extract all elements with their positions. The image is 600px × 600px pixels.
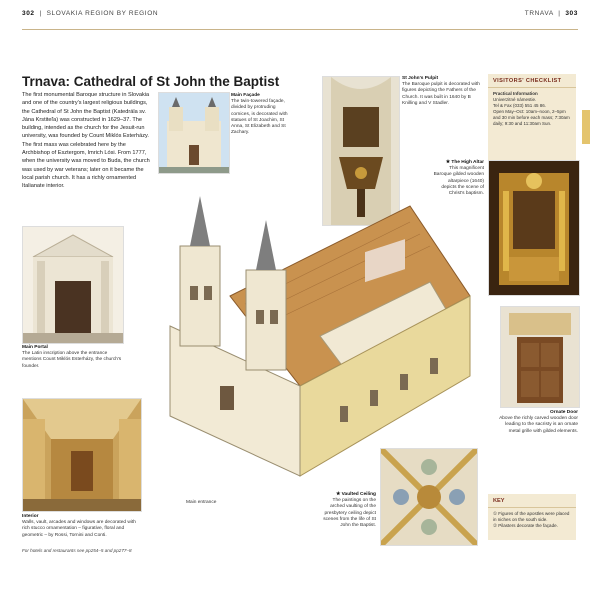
page-title: Trnava: Cathedral of St John the Baptist	[22, 74, 280, 89]
main-portal-heading: Main Portal	[22, 345, 48, 350]
vaulted-ceiling-photo	[380, 448, 478, 546]
interior-photo	[22, 398, 142, 512]
section-color-tab	[582, 110, 590, 144]
ornate-door-caption	[496, 410, 578, 435]
right-section-title: TRNAVA	[524, 10, 554, 17]
key-item: ② Pilasters decorate the façade.	[493, 523, 558, 528]
ornate-door-photo	[500, 306, 580, 408]
main-facade-caption	[231, 93, 291, 136]
main-portal-text: The Latin inscription above the entrance mentions Count Miklós Esterházy, the church's founder.	[22, 351, 122, 369]
main-portal-photo	[22, 226, 124, 344]
ornate-door-heading: Ornate Door	[550, 410, 578, 415]
key-title: KEY	[488, 494, 576, 508]
main-portal-caption	[22, 345, 122, 370]
interior-text: Walls, vault, arcades and windows are decorated with rich stucco ornamentation – figurative, floral and geometric – by Rossi, Tornini and Conti.	[22, 520, 136, 538]
high-altar-text: This magnificent Baroque gilded wooden altarpiece (1640) depicts the scene of Christ's baptism.	[433, 166, 484, 197]
left-page-header: 302 | SLOVAKIA REGION BY REGION	[22, 10, 159, 17]
checklist-line: Tel & Fax (033) 551 45 86.	[493, 103, 547, 108]
main-facade-photo	[158, 92, 230, 174]
left-page-number: 302	[22, 10, 35, 17]
ornate-door-text: Above the richly carved wooden door leading to the sacristy is an ornate metal grille with gilded elements.	[499, 416, 578, 434]
right-page-header: TRNAVA | 303	[524, 10, 578, 17]
key-box	[488, 494, 576, 540]
key-item: ① Figures of the apostles were placed in niches on the south side.	[493, 511, 570, 522]
main-facade-text: The twin-towered façade, divided by protruding cornices, is decorated with statues of St Joachim, St Anna, St Elizabeth and St Zachary.	[231, 99, 288, 136]
interior-heading: Interior	[22, 514, 39, 519]
header-rule	[22, 29, 578, 30]
interior-caption	[22, 514, 142, 539]
high-altar-heading: ★ The High Altar	[445, 160, 484, 165]
vaulted-ceiling-text: The paintings on the arched vaulting of the presbytery ceiling depict scenes from the life of St John the Baptist.	[323, 498, 376, 529]
left-section-title: SLOVAKIA REGION BY REGION	[46, 10, 159, 17]
page-footer: For hotels and restaurants see pp254–5 and pp277–8	[22, 548, 132, 553]
right-page-number: 303	[565, 10, 578, 17]
high-altar-photo	[488, 160, 580, 296]
vaulted-ceiling-caption	[322, 492, 376, 529]
pulpit-text: The Baroque pulpit is decorated with figures depicting the Fathers of the Church. It was built in 1640 by B Knilling and V Stadler.	[402, 82, 480, 106]
checklist-line: Open May–Oct: 10am–noon, 2–5pm and 30 min before each mass; 7:30am daily; 9:30 and 11:30am Sun.	[493, 109, 570, 126]
practical-info-heading: Practical Information	[493, 91, 538, 96]
pulpit-heading: St John's Pulpit	[402, 76, 439, 81]
vaulted-ceiling-heading: ★ Vaulted Ceiling	[335, 492, 376, 497]
intro-text: The first monumental Baroque structure in Slovakia and one of the country's largest religious buildings, the Cathedral of St John the Baptist (Katedrála sv. Jána Krstiteľa) was constructed in 1629–37. The building, intended as the church for the Jesuit-run university, was founded by Count Miklós Esterházy. The first mass was celebrated here by the Archbishop of Esztergom, Imrich Lósi. From 1777, when the university was moved to Buda, the church was used by war veterans; later on it became the local parish church. It has a richly ornamented Italianate interior.	[22, 92, 150, 190]
main-entrance-label: Main entrance	[186, 500, 217, 505]
checklist-line: Univerzitné námestie.	[493, 97, 537, 102]
main-facade-heading: Main Façade	[231, 93, 260, 98]
pulpit-caption	[402, 76, 480, 107]
visitors-checklist-title: VISITORS' CHECKLIST	[488, 74, 576, 88]
